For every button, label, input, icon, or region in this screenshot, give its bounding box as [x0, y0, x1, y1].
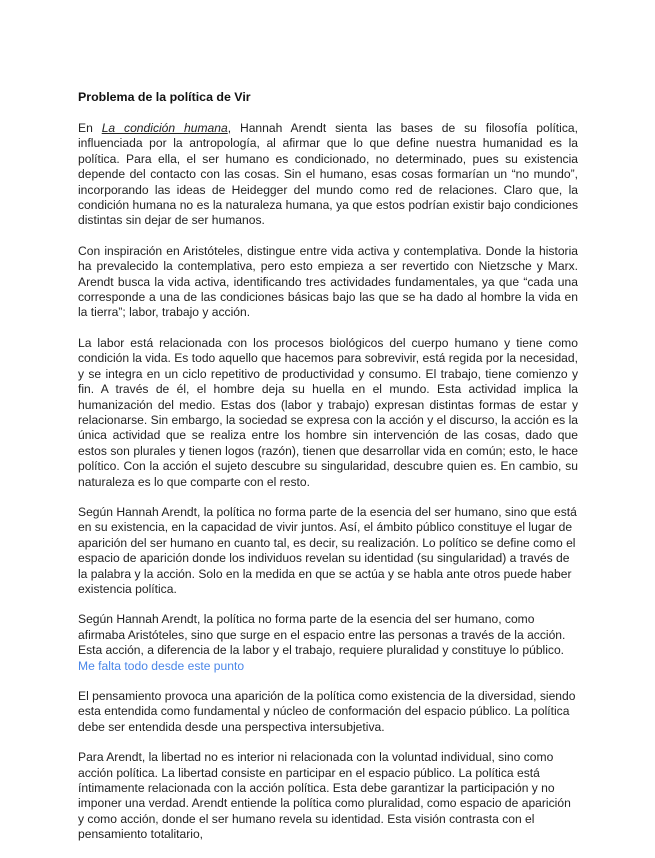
- paragraph-4: Según Hannah Arendt, la política no forma parte de la esencia del ser humano, sino que está en su existencia, en la capacidad de vivir juntos. Así, el ámbito público constituye el lugar de aparición del ser humano en cuanto tal, es decir, su realización. Lo político se define como el espacio de aparición donde los individuos revelan su identidad (su singularidad) a través de la palabra y la acción. Solo en la medida en que se actúa y se habla ante otros puede haber existencia política.: [78, 504, 577, 596]
- document-page: [78, 89, 578, 858]
- paragraph-5: [78, 612, 578, 674]
- paragraph-1-intro: En: [78, 121, 102, 135]
- book-title-link[interactable]: La condición humana: [101, 121, 228, 135]
- paragraph-2: Con inspiración en Aristóteles, distingue entre vida activa y contemplativa. Donde la historia ha prevalecido la contemplativa, pero esto empieza a ser revertido con Nietzsche y Marx. Arendt busca la vida activa, identificando tres actividades fundamentales, ya que “cada una corresponde a una de las condiciones básicas bajo las que se ha dado al hombre la vida en la tierra”; labor, trabajo y acción.: [78, 243, 578, 320]
- paragraph-7: Para Arendt, la libertad no es interior ni relacionada con la voluntad individual, sino como acción política. La libertad consiste en participar en el espacio público. La política está íntimamente relacionada con la acción política. Esta debe garantizar la participación y no imponer una verdad. Arendt entiende la política como pluralidad, como espacio de aparición y como acción, donde el ser humano revela su identidad. Esta visión contrasta con el pensamiento totalitario,: [78, 750, 571, 842]
- paragraph-1: [78, 121, 578, 229]
- document-title: Problema de la política de Vir: [78, 90, 251, 104]
- paragraph-1-body: , Hannah Arendt sienta las bases de su filosofía política, influenciada por la antropología, al afirmar que lo que define nuestra humanidad es la política. Para ella, el ser humano es condicionado, no determinado, pues su existencia depende del contacto con las cosas. Sin el humano, esas cosas formarían un “no mundo”, incorporando las ideas de Heidegger del mundo como red de relaciones. Claro que, la condición humana no es la naturaleza humana, ya que estos podrían existir bajo condiciones distintas sin dejar de ser humanos.: [78, 121, 578, 228]
- paragraph-5-body: Según Hannah Arendt, la política no forma parte de la esencia del ser humano, como afirmaba Aristóteles, sino que surge en el espacio entre las personas a través de la acción. Esta acción, a diferencia de la labor y el trabajo, requiere pluralidad y constituye lo público.: [78, 612, 566, 658]
- paragraph-3: La labor está relacionada con los procesos biológicos del cuerpo humano y tiene como condición la vida. Es todo aquello que hacemos para sobrevivir, está regida por la necesidad, y se integra en un ciclo repetitivo de productividad y consumo. El trabajo, tiene comienzo y fin. A través de él, el hombre deja su huella en el mundo. Esta actividad implica la humanización del medio. Estas dos (labor y trabajo) expresan distintas formas de estar y relacionarse. Sin embargo, la sociedad se expresa con la acción y el discurso, la acción es la única actividad que se realiza entre los hombre sin intervención de las cosas, dado que estos son plurales y tienen logos (razón), tienen que desarrollar vida en común; esto, le hace político. Con la acción el sujeto descubre su singularidad, descubre quien es. En cambio, su naturaleza es lo que comparte con el resto.: [78, 335, 578, 489]
- paragraph-6: El pensamiento provoca una aparición de la política como existencia de la diversidad, siendo esta entendida como fundamental y núcleo de conformación del espacio público. La política debe ser entendida desde una perspectiva intersubjetiva.: [78, 689, 576, 734]
- comment-note[interactable]: Me falta todo desde este punto: [78, 658, 245, 673]
